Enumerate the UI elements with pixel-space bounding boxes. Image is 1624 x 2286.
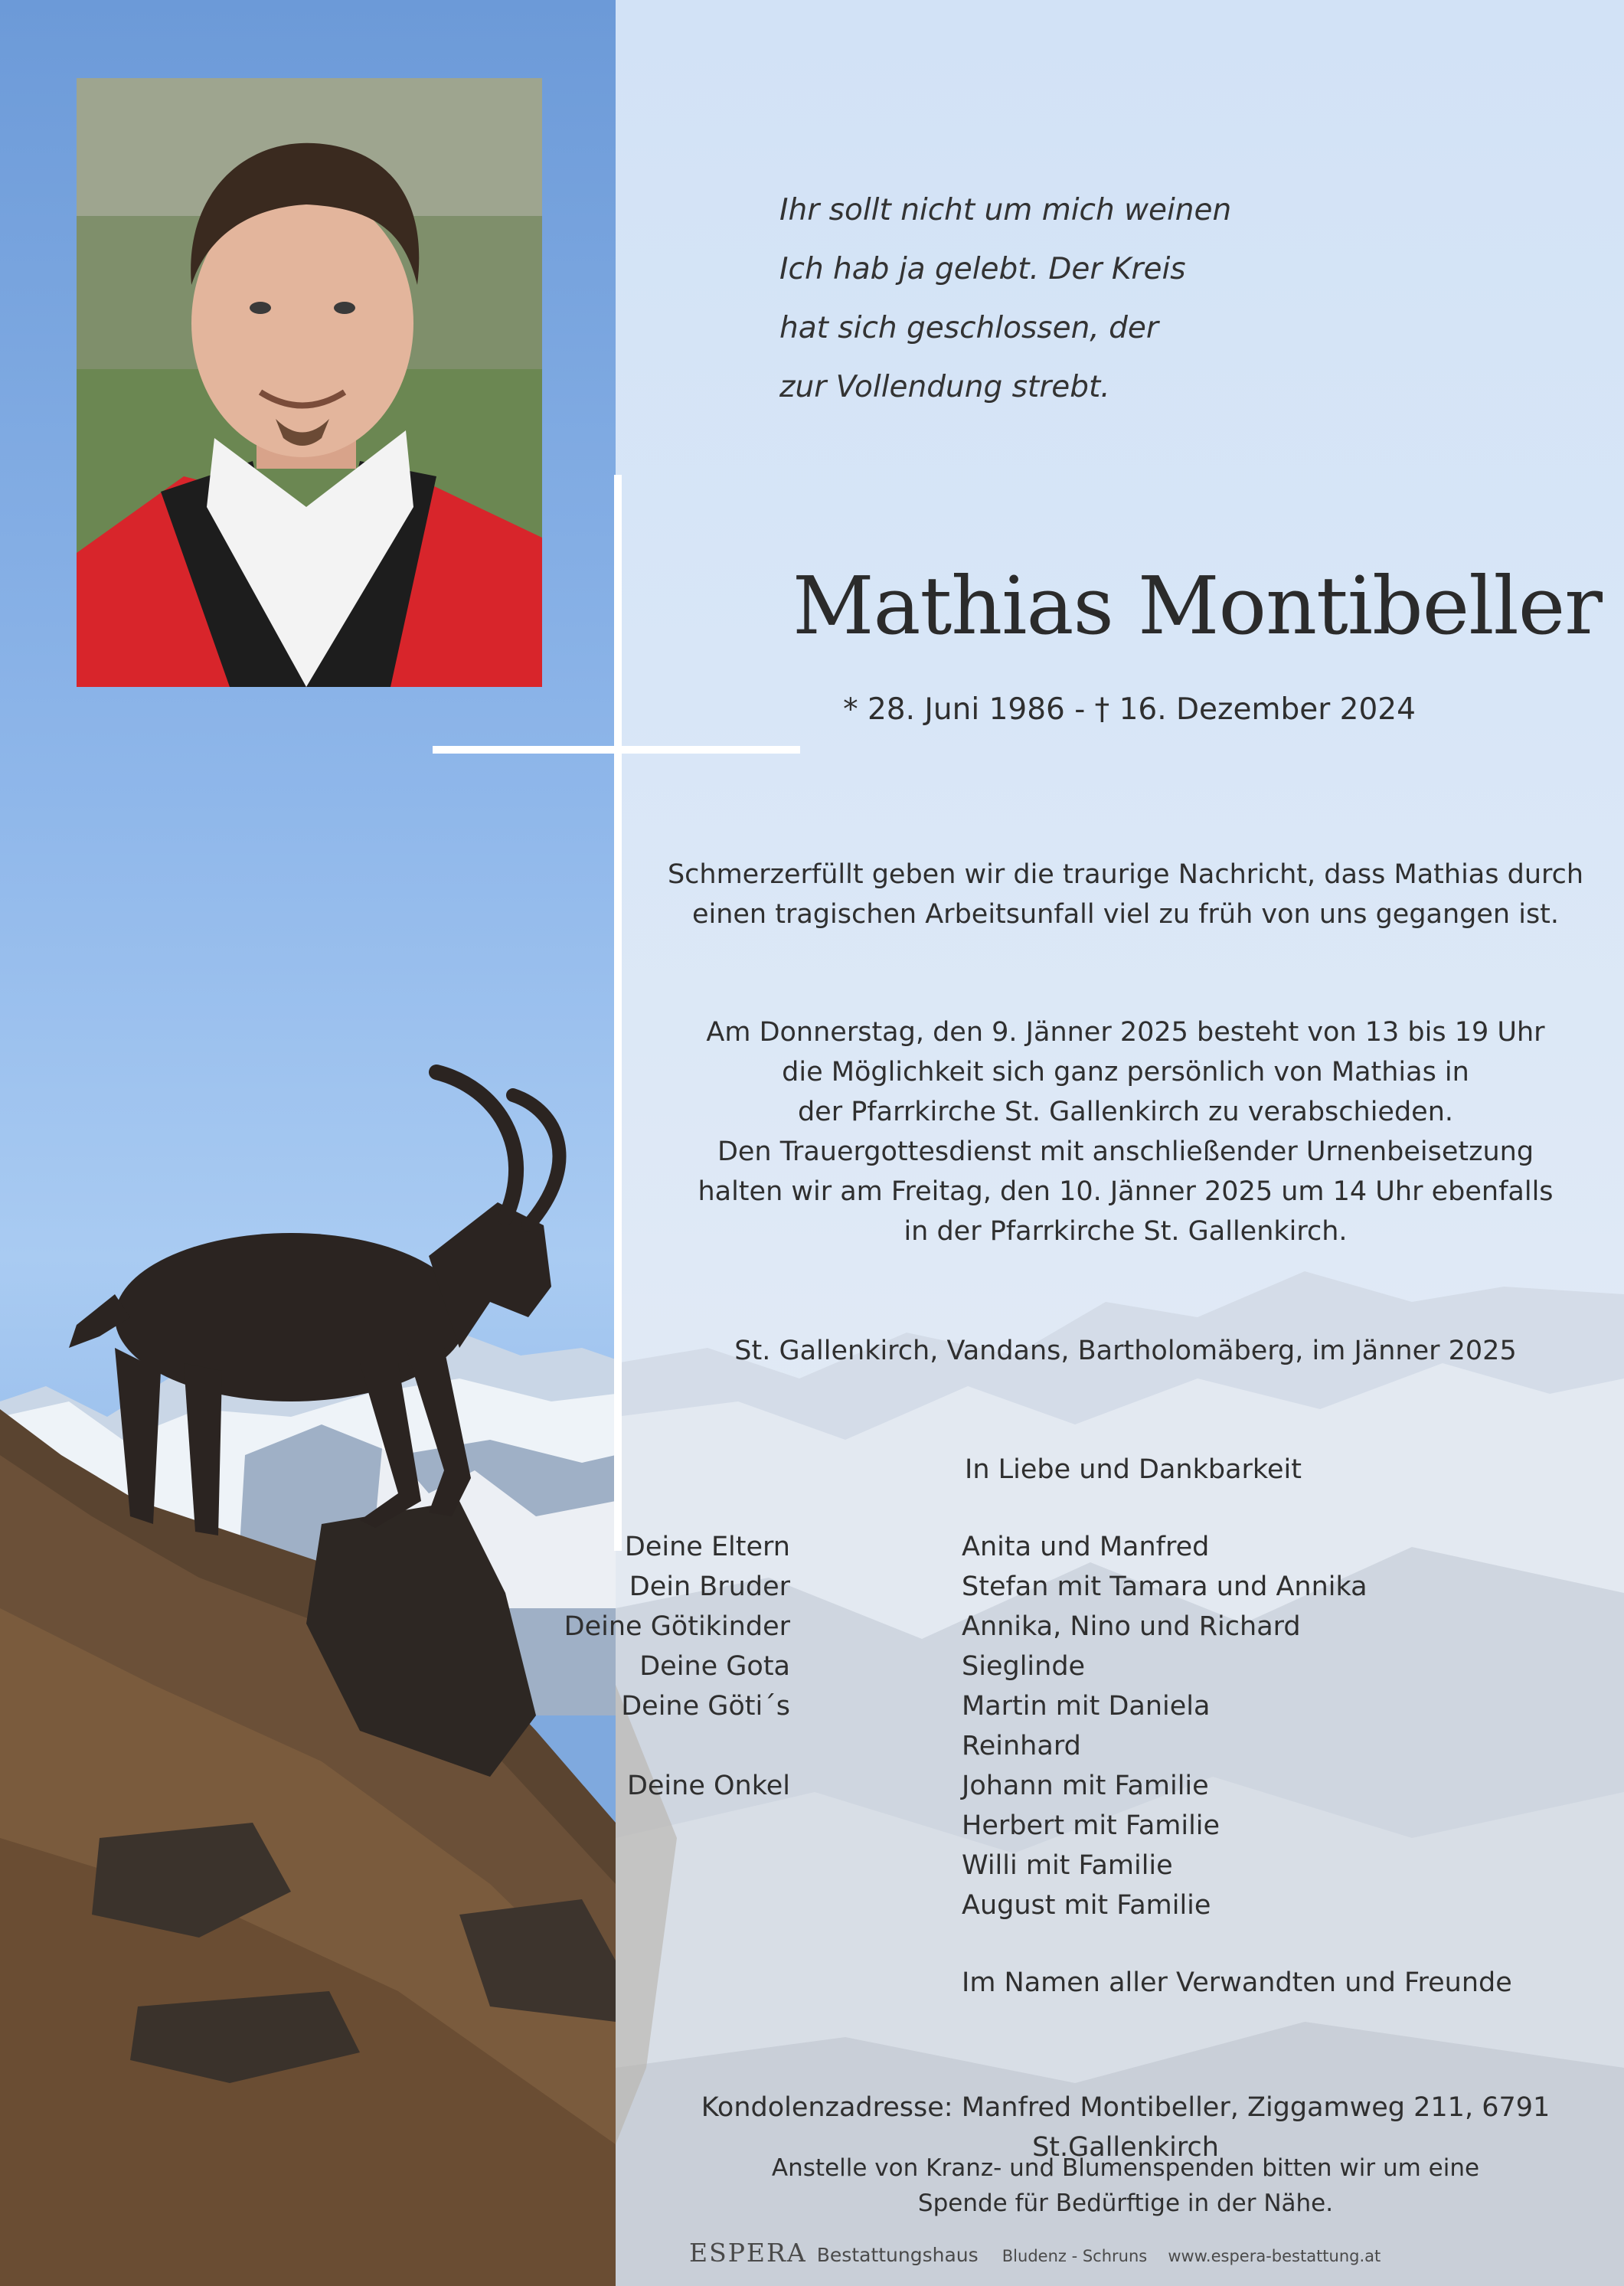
family-names: Sieglinde: [962, 1651, 1086, 1682]
family-names: Johann mit Familie: [962, 1771, 1209, 1801]
details-line: Den Trauergottesdienst mit anschließender Urnenbeisetzung: [717, 1136, 1534, 1167]
donation-line: Spende für Bedürftige in der Nähe.: [917, 2190, 1334, 2217]
details-line: Am Donnerstag, den 9. Jänner 2025 besteht von 13 bis 19 Uhr: [706, 1017, 1545, 1048]
announcement-text: Schmerzerfüllt geben wir die traurige Nachricht, dass Mathias durch einen tragischen Arbeitsunfall viel zu früh von uns gegangen ist.: [667, 859, 1584, 930]
family-names: Reinhard: [962, 1731, 1081, 1761]
family-names: Martin mit Daniela: [962, 1691, 1211, 1722]
poem-line: Ich hab ja gelebt. Der Kreis: [779, 252, 1186, 286]
family-row: [643, 1731, 1616, 1771]
family-relation: Dein Bruder: [629, 1571, 790, 1602]
donation-line: Anstelle von Kranz- und Blumenspenden bitten wir um eine: [771, 2154, 1480, 2182]
portrait-photo: [77, 78, 542, 687]
family-row: [643, 1850, 1616, 1890]
family-names: Willi mit Familie: [962, 1850, 1173, 1881]
portrait-image: [77, 78, 542, 687]
family-row: [639, 1651, 1616, 1691]
details-line: halten wir am Freitag, den 10. Jänner 2025 um 14 Uhr ebenfalls: [698, 1176, 1554, 1207]
family-relation: Deine Eltern: [624, 1532, 790, 1562]
details-line: die Möglichkeit sich ganz persönlich von Mathias in: [782, 1057, 1469, 1087]
family-relation: Deine Gota: [639, 1651, 790, 1682]
family-names: Stefan mit Tamara und Annika: [962, 1571, 1367, 1602]
family-row: [643, 1890, 1616, 1930]
family-row: [624, 1532, 1616, 1571]
footer-brand: ESPERA: [689, 2238, 807, 2268]
love-gratitude-line: In Liebe und Dankbarkeit: [965, 1454, 1302, 1485]
family-names: Annika, Nino und Richard: [962, 1611, 1301, 1642]
deceased-name: Mathias Montibeller: [792, 559, 1603, 652]
family-relation: Deine Göti´s: [621, 1691, 790, 1722]
cross-vertical-bar: [614, 475, 622, 1551]
service-details: [643, 1012, 1608, 1251]
poem-line: Ihr sollt nicht um mich weinen: [779, 193, 1232, 227]
family-names: Herbert mit Familie: [962, 1810, 1220, 1841]
family-names: Anita und Manfred: [962, 1532, 1210, 1562]
family-row: [629, 1571, 1616, 1611]
details-line: der Pfarrkirche St. Gallenkirch zu verabschieden.: [797, 1097, 1454, 1127]
condolence-address: Kondolenzadresse: Manfred Montibeller, Ziggamweg 211, 6791 St.Gallenkirch: [701, 2092, 1550, 2163]
place-date: St. Gallenkirch, Vandans, Bartholomäberg, im Jänner 2025: [734, 1336, 1517, 1366]
cross-horizontal-bar: [433, 746, 800, 754]
family-row: [643, 1810, 1616, 1850]
family-relation: Deine Onkel: [626, 1771, 790, 1801]
poem-line: hat sich geschlossen, der: [779, 311, 1158, 345]
family-names: August mit Familie: [962, 1890, 1211, 1921]
poem-line: zur Vollendung strebt.: [779, 370, 1110, 404]
family-row: [564, 1611, 1616, 1651]
footer-location: Bludenz - Schruns: [1002, 2247, 1148, 2265]
footer-url: www.espera-bestattung.at: [1168, 2247, 1381, 2265]
family-row: [626, 1771, 1616, 1810]
details-line: in der Pfarrkirche St. Gallenkirch.: [903, 1216, 1348, 1247]
donation-request: [643, 2150, 1608, 2221]
poem: [779, 181, 1231, 417]
footer: [689, 2238, 1381, 2268]
on-behalf-line: Im Namen aller Verwandten und Freunde: [962, 1967, 1512, 1998]
family-row: [621, 1691, 1616, 1731]
footer-type: Bestattungshaus: [816, 2244, 979, 2266]
family-relation: Deine Götikinder: [564, 1611, 790, 1642]
life-dates: * 28. Juni 1986 - † 16. Dezember 2024: [843, 692, 1416, 727]
